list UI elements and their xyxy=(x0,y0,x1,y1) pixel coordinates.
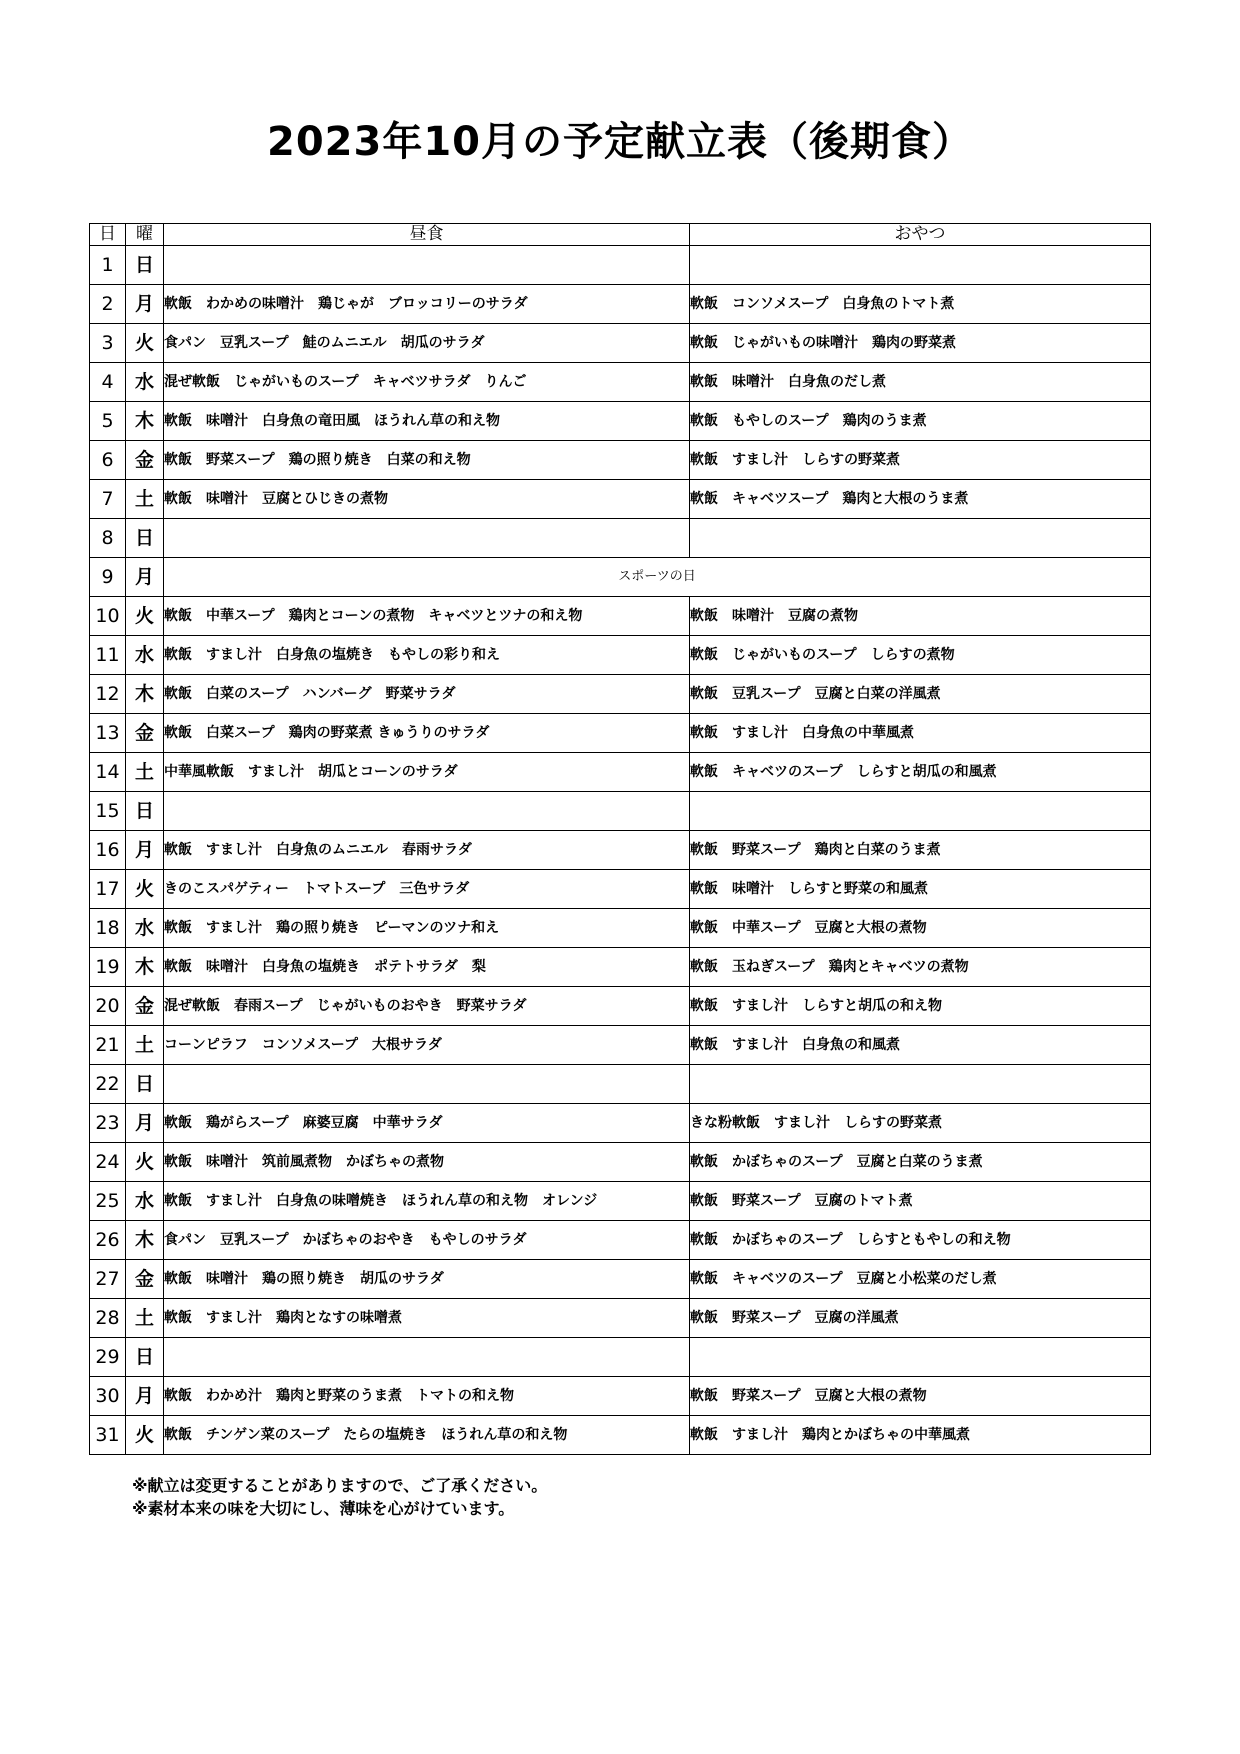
lunch-cell: 軟飯 すまし汁 白身魚のムニエル 春雨サラダ xyxy=(164,831,690,870)
snack-cell: 軟飯 味噌汁 白身魚のだし煮 xyxy=(690,363,1151,402)
snack-cell xyxy=(690,246,1151,285)
day-cell: 23 xyxy=(90,1104,126,1143)
table-row xyxy=(90,285,1151,324)
lunch-cell: 軟飯 味噌汁 筑前風煮物 かぼちゃの煮物 xyxy=(164,1143,690,1182)
snack-cell xyxy=(690,792,1151,831)
snack-cell: 軟飯 味噌汁 しらすと野菜の和風煮 xyxy=(690,870,1151,909)
menu-table xyxy=(89,223,1151,1455)
lunch-cell xyxy=(164,519,690,558)
lunch-cell: 軟飯 味噌汁 白身魚の竜田風 ほうれん草の和え物 xyxy=(164,402,690,441)
table-row xyxy=(90,480,1151,519)
lunch-cell: 軟飯 味噌汁 豆腐とひじきの煮物 xyxy=(164,480,690,519)
table-row xyxy=(90,987,1151,1026)
table-row xyxy=(90,1221,1151,1260)
weekday-cell: 木 xyxy=(126,948,164,987)
day-cell: 2 xyxy=(90,285,126,324)
lunch-cell: 軟飯 白菜のスープ ハンバーグ 野菜サラダ xyxy=(164,675,690,714)
table-row xyxy=(90,324,1151,363)
table-header-row xyxy=(90,224,1151,246)
weekday-cell: 水 xyxy=(126,1182,164,1221)
lunch-cell: 軟飯 すまし汁 白身魚の味噌焼き ほうれん草の和え物 オレンジ xyxy=(164,1182,690,1221)
table-row xyxy=(90,675,1151,714)
day-cell: 3 xyxy=(90,324,126,363)
lunch-cell: 食パン 豆乳スープ 鮭のムニエル 胡瓜のサラダ xyxy=(164,324,690,363)
snack-cell: 軟飯 すまし汁 しらすと胡瓜の和え物 xyxy=(690,987,1151,1026)
snack-cell: 軟飯 かぼちゃのスープ しらすともやしの和え物 xyxy=(690,1221,1151,1260)
snack-cell: 軟飯 じゃがいもの味噌汁 鶏肉の野菜煮 xyxy=(690,324,1151,363)
header-snack: おやつ xyxy=(690,224,1151,246)
weekday-cell: 木 xyxy=(126,675,164,714)
note-line: ※素材本来の味を大切にし、薄味を心がけています。 xyxy=(132,1499,515,1518)
weekday-cell: 水 xyxy=(126,636,164,675)
page-title: 2023年10月の予定献立表（後期食） xyxy=(267,119,973,165)
weekday-cell: 火 xyxy=(126,870,164,909)
lunch-cell: 軟飯 チンゲン菜のスープ たらの塩焼き ほうれん草の和え物 xyxy=(164,1416,690,1455)
day-cell: 16 xyxy=(90,831,126,870)
notes xyxy=(132,1474,547,1520)
snack-cell: 軟飯 中華スープ 豆腐と大根の煮物 xyxy=(690,909,1151,948)
header-day: 日 xyxy=(90,224,126,246)
weekday-cell: 火 xyxy=(126,1416,164,1455)
day-cell: 19 xyxy=(90,948,126,987)
snack-cell: 軟飯 キャベツのスープ 豆腐と小松菜のだし煮 xyxy=(690,1260,1151,1299)
table-row xyxy=(90,519,1151,558)
weekday-cell: 木 xyxy=(126,1221,164,1260)
lunch-cell: 軟飯 味噌汁 白身魚の塩焼き ポテトサラダ 梨 xyxy=(164,948,690,987)
day-cell: 10 xyxy=(90,597,126,636)
snack-cell: 軟飯 玉ねぎスープ 鶏肉とキャベツの煮物 xyxy=(690,948,1151,987)
weekday-cell: 木 xyxy=(126,402,164,441)
snack-cell: 軟飯 キャベツスープ 鶏肉と大根のうま煮 xyxy=(690,480,1151,519)
table-row xyxy=(90,363,1151,402)
weekday-cell: 金 xyxy=(126,714,164,753)
lunch-cell: 軟飯 白菜スープ 鶏肉の野菜煮 きゅうりのサラダ xyxy=(164,714,690,753)
table-row xyxy=(90,909,1151,948)
table-row xyxy=(90,1026,1151,1065)
table-row xyxy=(90,870,1151,909)
snack-cell xyxy=(690,1338,1151,1377)
day-cell: 12 xyxy=(90,675,126,714)
weekday-cell: 土 xyxy=(126,1026,164,1065)
snack-cell: 軟飯 豆乳スープ 豆腐と白菜の洋風煮 xyxy=(690,675,1151,714)
note-line: ※献立は変更することがありますので、ご了承ください。 xyxy=(132,1476,548,1495)
header-weekday: 曜 xyxy=(126,224,164,246)
weekday-cell: 日 xyxy=(126,519,164,558)
lunch-cell: 軟飯 野菜スープ 鶏の照り焼き 白菜の和え物 xyxy=(164,441,690,480)
day-cell: 18 xyxy=(90,909,126,948)
weekday-cell: 日 xyxy=(126,246,164,285)
lunch-cell: 中華風軟飯 すまし汁 胡瓜とコーンのサラダ xyxy=(164,753,690,792)
table-row xyxy=(90,792,1151,831)
weekday-cell: 月 xyxy=(126,831,164,870)
day-cell: 4 xyxy=(90,363,126,402)
snack-cell: 軟飯 かぼちゃのスープ 豆腐と白菜のうま煮 xyxy=(690,1143,1151,1182)
day-cell: 27 xyxy=(90,1260,126,1299)
day-cell: 17 xyxy=(90,870,126,909)
table-row xyxy=(90,402,1151,441)
day-cell: 15 xyxy=(90,792,126,831)
day-cell: 13 xyxy=(90,714,126,753)
table-row xyxy=(90,1416,1151,1455)
table-row xyxy=(90,1182,1151,1221)
snack-cell: きな粉軟飯 すまし汁 しらすの野菜煮 xyxy=(690,1104,1151,1143)
snack-cell: 軟飯 野菜スープ 豆腐のトマト煮 xyxy=(690,1182,1151,1221)
snack-cell: 軟飯 キャベツのスープ しらすと胡瓜の和風煮 xyxy=(690,753,1151,792)
snack-cell: 軟飯 野菜スープ 鶏肉と白菜のうま煮 xyxy=(690,831,1151,870)
snack-cell: 軟飯 すまし汁 鶏肉とかぼちゃの中華風煮 xyxy=(690,1416,1151,1455)
weekday-cell: 土 xyxy=(126,1299,164,1338)
snack-cell: 軟飯 野菜スープ 豆腐の洋風煮 xyxy=(690,1299,1151,1338)
table-row xyxy=(90,714,1151,753)
snack-cell xyxy=(690,1065,1151,1104)
header-lunch: 昼食 xyxy=(164,224,690,246)
day-cell: 28 xyxy=(90,1299,126,1338)
day-cell: 21 xyxy=(90,1026,126,1065)
lunch-cell xyxy=(164,792,690,831)
weekday-cell: 水 xyxy=(126,363,164,402)
snack-cell: 軟飯 もやしのスープ 鶏肉のうま煮 xyxy=(690,402,1151,441)
lunch-cell: 軟飯 鶏がらスープ 麻婆豆腐 中華サラダ xyxy=(164,1104,690,1143)
day-cell: 11 xyxy=(90,636,126,675)
table-row xyxy=(90,246,1151,285)
lunch-cell: 軟飯 すまし汁 鶏の照り焼き ピーマンのツナ和え xyxy=(164,909,690,948)
holiday-cell: スポーツの日 xyxy=(164,558,1151,597)
weekday-cell: 日 xyxy=(126,1065,164,1104)
day-cell: 30 xyxy=(90,1377,126,1416)
table-row xyxy=(90,558,1151,597)
weekday-cell: 土 xyxy=(126,753,164,792)
table-row xyxy=(90,1143,1151,1182)
day-cell: 1 xyxy=(90,246,126,285)
snack-cell: 軟飯 味噌汁 豆腐の煮物 xyxy=(690,597,1151,636)
lunch-cell xyxy=(164,1338,690,1377)
snack-cell xyxy=(690,519,1151,558)
weekday-cell: 金 xyxy=(126,441,164,480)
day-cell: 24 xyxy=(90,1143,126,1182)
day-cell: 8 xyxy=(90,519,126,558)
table-row xyxy=(90,753,1151,792)
snack-cell: 軟飯 すまし汁 白身魚の和風煮 xyxy=(690,1026,1151,1065)
table-row xyxy=(90,1338,1151,1377)
day-cell: 6 xyxy=(90,441,126,480)
table-row xyxy=(90,1260,1151,1299)
lunch-cell: 軟飯 すまし汁 鶏肉となすの味噌煮 xyxy=(164,1299,690,1338)
snack-cell: 軟飯 じゃがいものスープ しらすの煮物 xyxy=(690,636,1151,675)
table-row xyxy=(90,1104,1151,1143)
weekday-cell: 土 xyxy=(126,480,164,519)
day-cell: 20 xyxy=(90,987,126,1026)
lunch-cell: 軟飯 わかめの味噌汁 鶏じゃが ブロッコリーのサラダ xyxy=(164,285,690,324)
day-cell: 26 xyxy=(90,1221,126,1260)
table-row xyxy=(90,1377,1151,1416)
weekday-cell: 金 xyxy=(126,1260,164,1299)
table-row xyxy=(90,948,1151,987)
table-row xyxy=(90,597,1151,636)
snack-cell: 軟飯 すまし汁 しらすの野菜煮 xyxy=(690,441,1151,480)
table-row xyxy=(90,1065,1151,1104)
day-cell: 7 xyxy=(90,480,126,519)
lunch-cell xyxy=(164,1065,690,1104)
weekday-cell: 火 xyxy=(126,597,164,636)
day-cell: 29 xyxy=(90,1338,126,1377)
table-row xyxy=(90,636,1151,675)
lunch-cell: コーンピラフ コンソメスープ 大根サラダ xyxy=(164,1026,690,1065)
snack-cell: 軟飯 すまし汁 白身魚の中華風煮 xyxy=(690,714,1151,753)
lunch-cell: きのこスパゲティー トマトスープ 三色サラダ xyxy=(164,870,690,909)
lunch-cell: 混ぜ軟飯 じゃがいものスープ キャベツサラダ りんご xyxy=(164,363,690,402)
lunch-cell: 軟飯 味噌汁 鶏の照り焼き 胡瓜のサラダ xyxy=(164,1260,690,1299)
day-cell: 31 xyxy=(90,1416,126,1455)
weekday-cell: 金 xyxy=(126,987,164,1026)
weekday-cell: 月 xyxy=(126,1377,164,1416)
lunch-cell xyxy=(164,246,690,285)
lunch-cell: 軟飯 わかめ汁 鶏肉と野菜のうま煮 トマトの和え物 xyxy=(164,1377,690,1416)
lunch-cell: 軟飯 すまし汁 白身魚の塩焼き もやしの彩り和え xyxy=(164,636,690,675)
table-row xyxy=(90,831,1151,870)
lunch-cell: 軟飯 中華スープ 鶏肉とコーンの煮物 キャベツとツナの和え物 xyxy=(164,597,690,636)
lunch-cell: 食パン 豆乳スープ かぼちゃのおやき もやしのサラダ xyxy=(164,1221,690,1260)
menu-table-body xyxy=(90,246,1151,1455)
weekday-cell: 火 xyxy=(126,324,164,363)
day-cell: 9 xyxy=(90,558,126,597)
lunch-cell: 混ぜ軟飯 春雨スープ じゃがいものおやき 野菜サラダ xyxy=(164,987,690,1026)
snack-cell: 軟飯 コンソメスープ 白身魚のトマト煮 xyxy=(690,285,1151,324)
table-row xyxy=(90,1299,1151,1338)
day-cell: 5 xyxy=(90,402,126,441)
weekday-cell: 月 xyxy=(126,1104,164,1143)
weekday-cell: 水 xyxy=(126,909,164,948)
weekday-cell: 日 xyxy=(126,792,164,831)
weekday-cell: 月 xyxy=(126,285,164,324)
day-cell: 25 xyxy=(90,1182,126,1221)
weekday-cell: 月 xyxy=(126,558,164,597)
weekday-cell: 火 xyxy=(126,1143,164,1182)
table-row xyxy=(90,441,1151,480)
weekday-cell: 日 xyxy=(126,1338,164,1377)
day-cell: 22 xyxy=(90,1065,126,1104)
snack-cell: 軟飯 野菜スープ 豆腐と大根の煮物 xyxy=(690,1377,1151,1416)
day-cell: 14 xyxy=(90,753,126,792)
